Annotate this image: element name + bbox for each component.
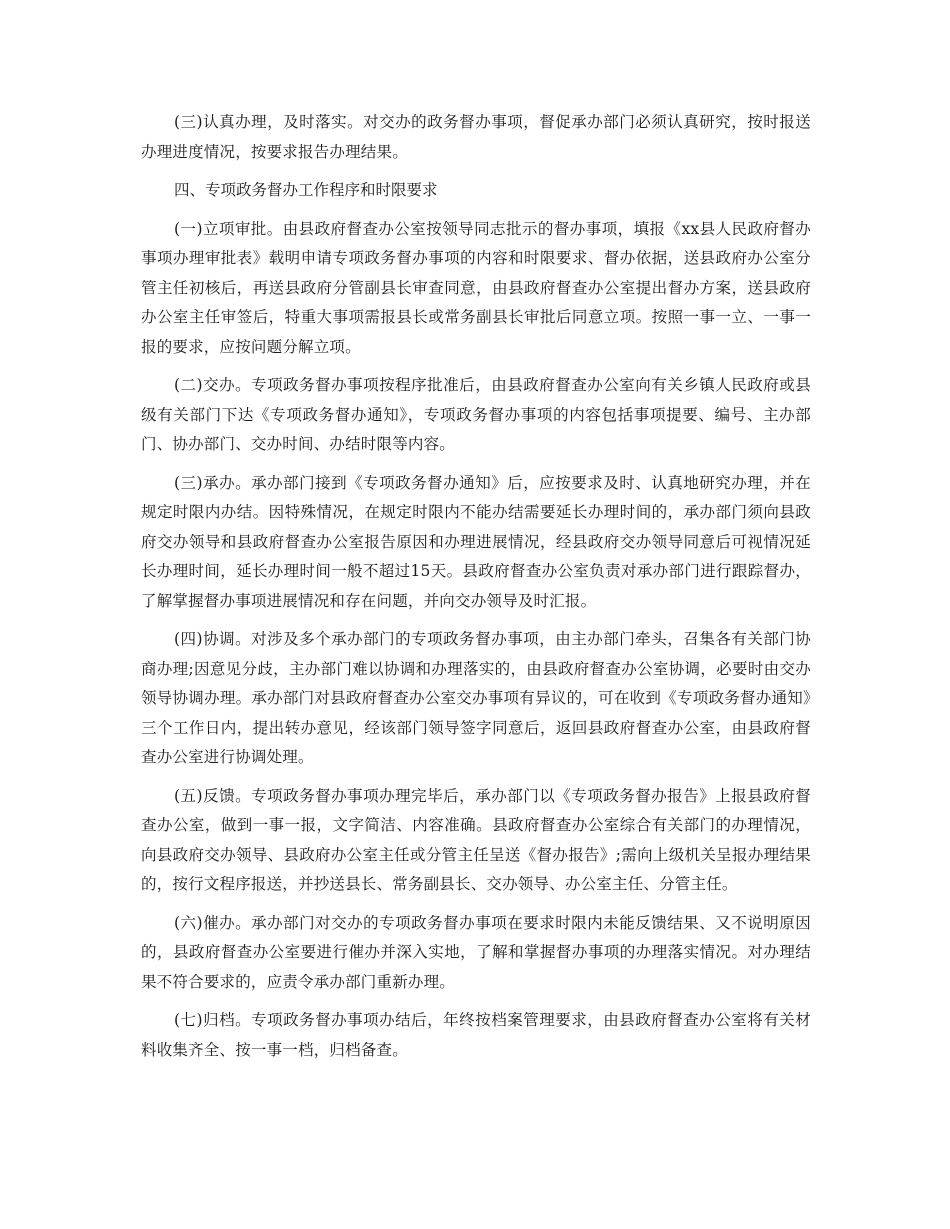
section-heading-procedures: 四、专项政务督办工作程序和时限要求 — [174, 181, 438, 199]
paragraph-approval: (一)立项审批。由县政府督查办公室按领导同志批示的督办事项，填报《xx县人民政府督办事项办理审批表》载明申请专项政务督办事项的内容和时限要求、督办依据，送县政府办公室分管主任初核后，再送县政府分管副县长审查同意，由县政府督查办公室提出督办方案，送县政府办公室主任审签后，特重大事项需报县长或常务副县长审批后同意立项。按照一事一立、一事一报的要求，应按问题分解立项。 — [141, 219, 811, 356]
paragraph-coordination: (四)协调。对涉及多个承办部门的专项政务督办事项，由主办部门牵头，召集各有关部门协商办理;因意见分歧，主办部门难以协调和办理落实的，由县政府督查办公室协调，必要时由交办领导协调办理。承办部门对县政府督查办公室交办事项有异议的，可在收到《专项政务督办通知》三个工作日内，提出转办意见，经该部门领导签字同意后，返回县政府督查办公室，由县政府督查办公室进行协调处理。 — [141, 630, 811, 766]
paragraph-feedback: (五)反馈。专项政务督办事项办理完毕后，承办部门以《专项政务督办报告》上报县政府督查办公室，做到一事一报，文字简洁、内容准确。县政府督查办公室综合有关部门的办理情况，向县政府交办领导、县政府办公室主任或分管主任呈送《督办报告》;需向上级机关呈报办理结果的，按行文程序报送，并抄送县长、常务副县长、交办领导、办公室主任、分管主任。 — [141, 786, 811, 893]
paragraph-reminder: (六)催办。承办部门对交办的专项政务督办事项在要求时限内未能反馈结果、又不说明原因的，县政府督查办公室要进行催办并深入实地，了解和掌握督办事项的办理落实情况。对办理结果不符合要求的，应责令承办部门重新办理。 — [141, 913, 811, 991]
paragraph-undertaking: (三)承办。承办部门接到《专项政务督办通知》后，应按要求及时、认真地研究办理，并在规定时限内办结。因特殊情况，在规定时限内不能办结需要延长办理时间的，承办部门须向县政府交办领导和县政府督查办公室报告原因和办理进展情况，经县政府交办领导同意后可视情况延长办理时间，延长办理时间一般不超过15天。县政府督查办公室负责对承办部门进行跟踪督办，了解掌握督办事项进展情况和存在问题，并向交办领导及时汇报。 — [141, 473, 811, 610]
paragraph-handle-seriously: (三)认真办理，及时落实。对交办的政务督办事项，督促承办部门必须认真研究，按时报送办理进度情况，按要求报告办理结果。 — [141, 113, 811, 161]
document-page — [141, 108, 811, 1074]
paragraph-assignment: (二)交办。专项政务督办事项按程序批准后，由县政府督查办公室向有关乡镇人民政府或县级有关部门下达《专项政务督办通知》，专项政务督办事项的内容包括事项提要、编号、主办部门、协办部门、交办时间、办结时限等内容。 — [141, 376, 811, 453]
paragraph-archiving: (七)归档。专项政务督办事项办结后，年终按档案管理要求，由县政府督查办公室将有关材料收集齐全、按一事一档，归档备查。 — [141, 1011, 811, 1059]
